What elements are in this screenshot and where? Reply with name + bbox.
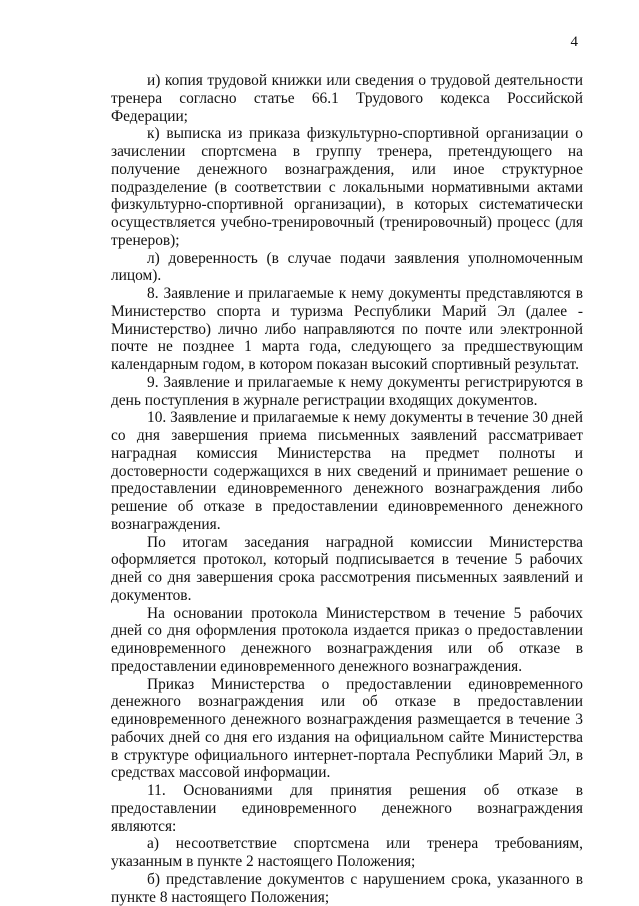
paragraph-10-order: На основании протокола Министерством в течение 5 рабочих дней со дня оформления протокола издается приказ о предоставлении единовременного денежного вознаграждения или об отказе в предоставлении единовременного денежного вознаграждения. <box>111 604 583 675</box>
paragraph-8: 8. Заявление и прилагаемые к нему документы представляются в Министерство спорта и туризма Республики Марий Эл (далее - Министерство) лично либо направляются по почте или электронной почте не позднее 1 марта года, следующего за предшествующим календарным годом, в котором показан высокий спортивный результат. <box>111 285 583 373</box>
paragraph-item-i: и) копия трудовой книжки или сведения о трудовой деятельности тренера согласно статье 66.1 Трудового кодекса Российской Федерации; <box>111 72 583 125</box>
paragraph-11: 11. Основаниями для принятия решения об отказе в предоставлении единовременного денежного вознаграждения являются: <box>111 782 583 835</box>
paragraph-11-item-a: а) несоответствие спортсмена или тренера требованиям, указанным в пункте 2 настоящего Положения; <box>111 835 583 870</box>
paragraph-item-k: к) выписка из приказа физкультурно-спортивной организации о зачислении спортсмена в группу тренера, претендующего на получение денежного вознаграждения, или иное структурное подразделение (в соответствии с локальными нормативными актами физкультурно-спортивной организации), в которых систематически осуществляется учебно-тренировочный (тренировочный) процесс (для тренеров); <box>111 125 583 249</box>
paragraph-9: 9. Заявление и прилагаемые к нему документы регистрируются в день поступления в журнале регистрации входящих документов. <box>111 373 583 409</box>
document-body <box>111 72 583 906</box>
paragraph-10-protocol: По итогам заседания наградной комиссии Министерства оформляется протокол, который подписывается в течение 5 рабочих дней со дня завершения срока рассмотрения письменных заявлений и документов. <box>111 533 583 604</box>
paragraph-item-l: л) доверенность (в случае подачи заявления уполномоченным лицом). <box>111 249 583 285</box>
paragraph-10-publication: Приказ Министерства о предоставлении единовременного денежного вознаграждения или об отказе в предоставлении единовременного денежного вознаграждения размещается в течение 3 рабочих дней со дня его издания на официальном сайте Министерства в структуре официального интернет-портала Республики Марий Эл, в средствах массовой информации. <box>111 675 583 782</box>
page-number: 4 <box>570 34 578 50</box>
paragraph-11-item-b: б) представление документов с нарушением срока, указанного в пункте 8 настоящего Положения; <box>111 870 583 906</box>
paragraph-10: 10. Заявление и прилагаемые к нему документы в течение 30 дней со дня завершения приема письменных заявлений рассматривает наградная комиссия Министерства на предмет полноты и достоверности содержащихся в них сведений и принимает решение о предоставлении единовременного денежного вознаграждения либо решение об отказе в предоставлении единовременного денежного вознаграждения. <box>111 409 583 533</box>
